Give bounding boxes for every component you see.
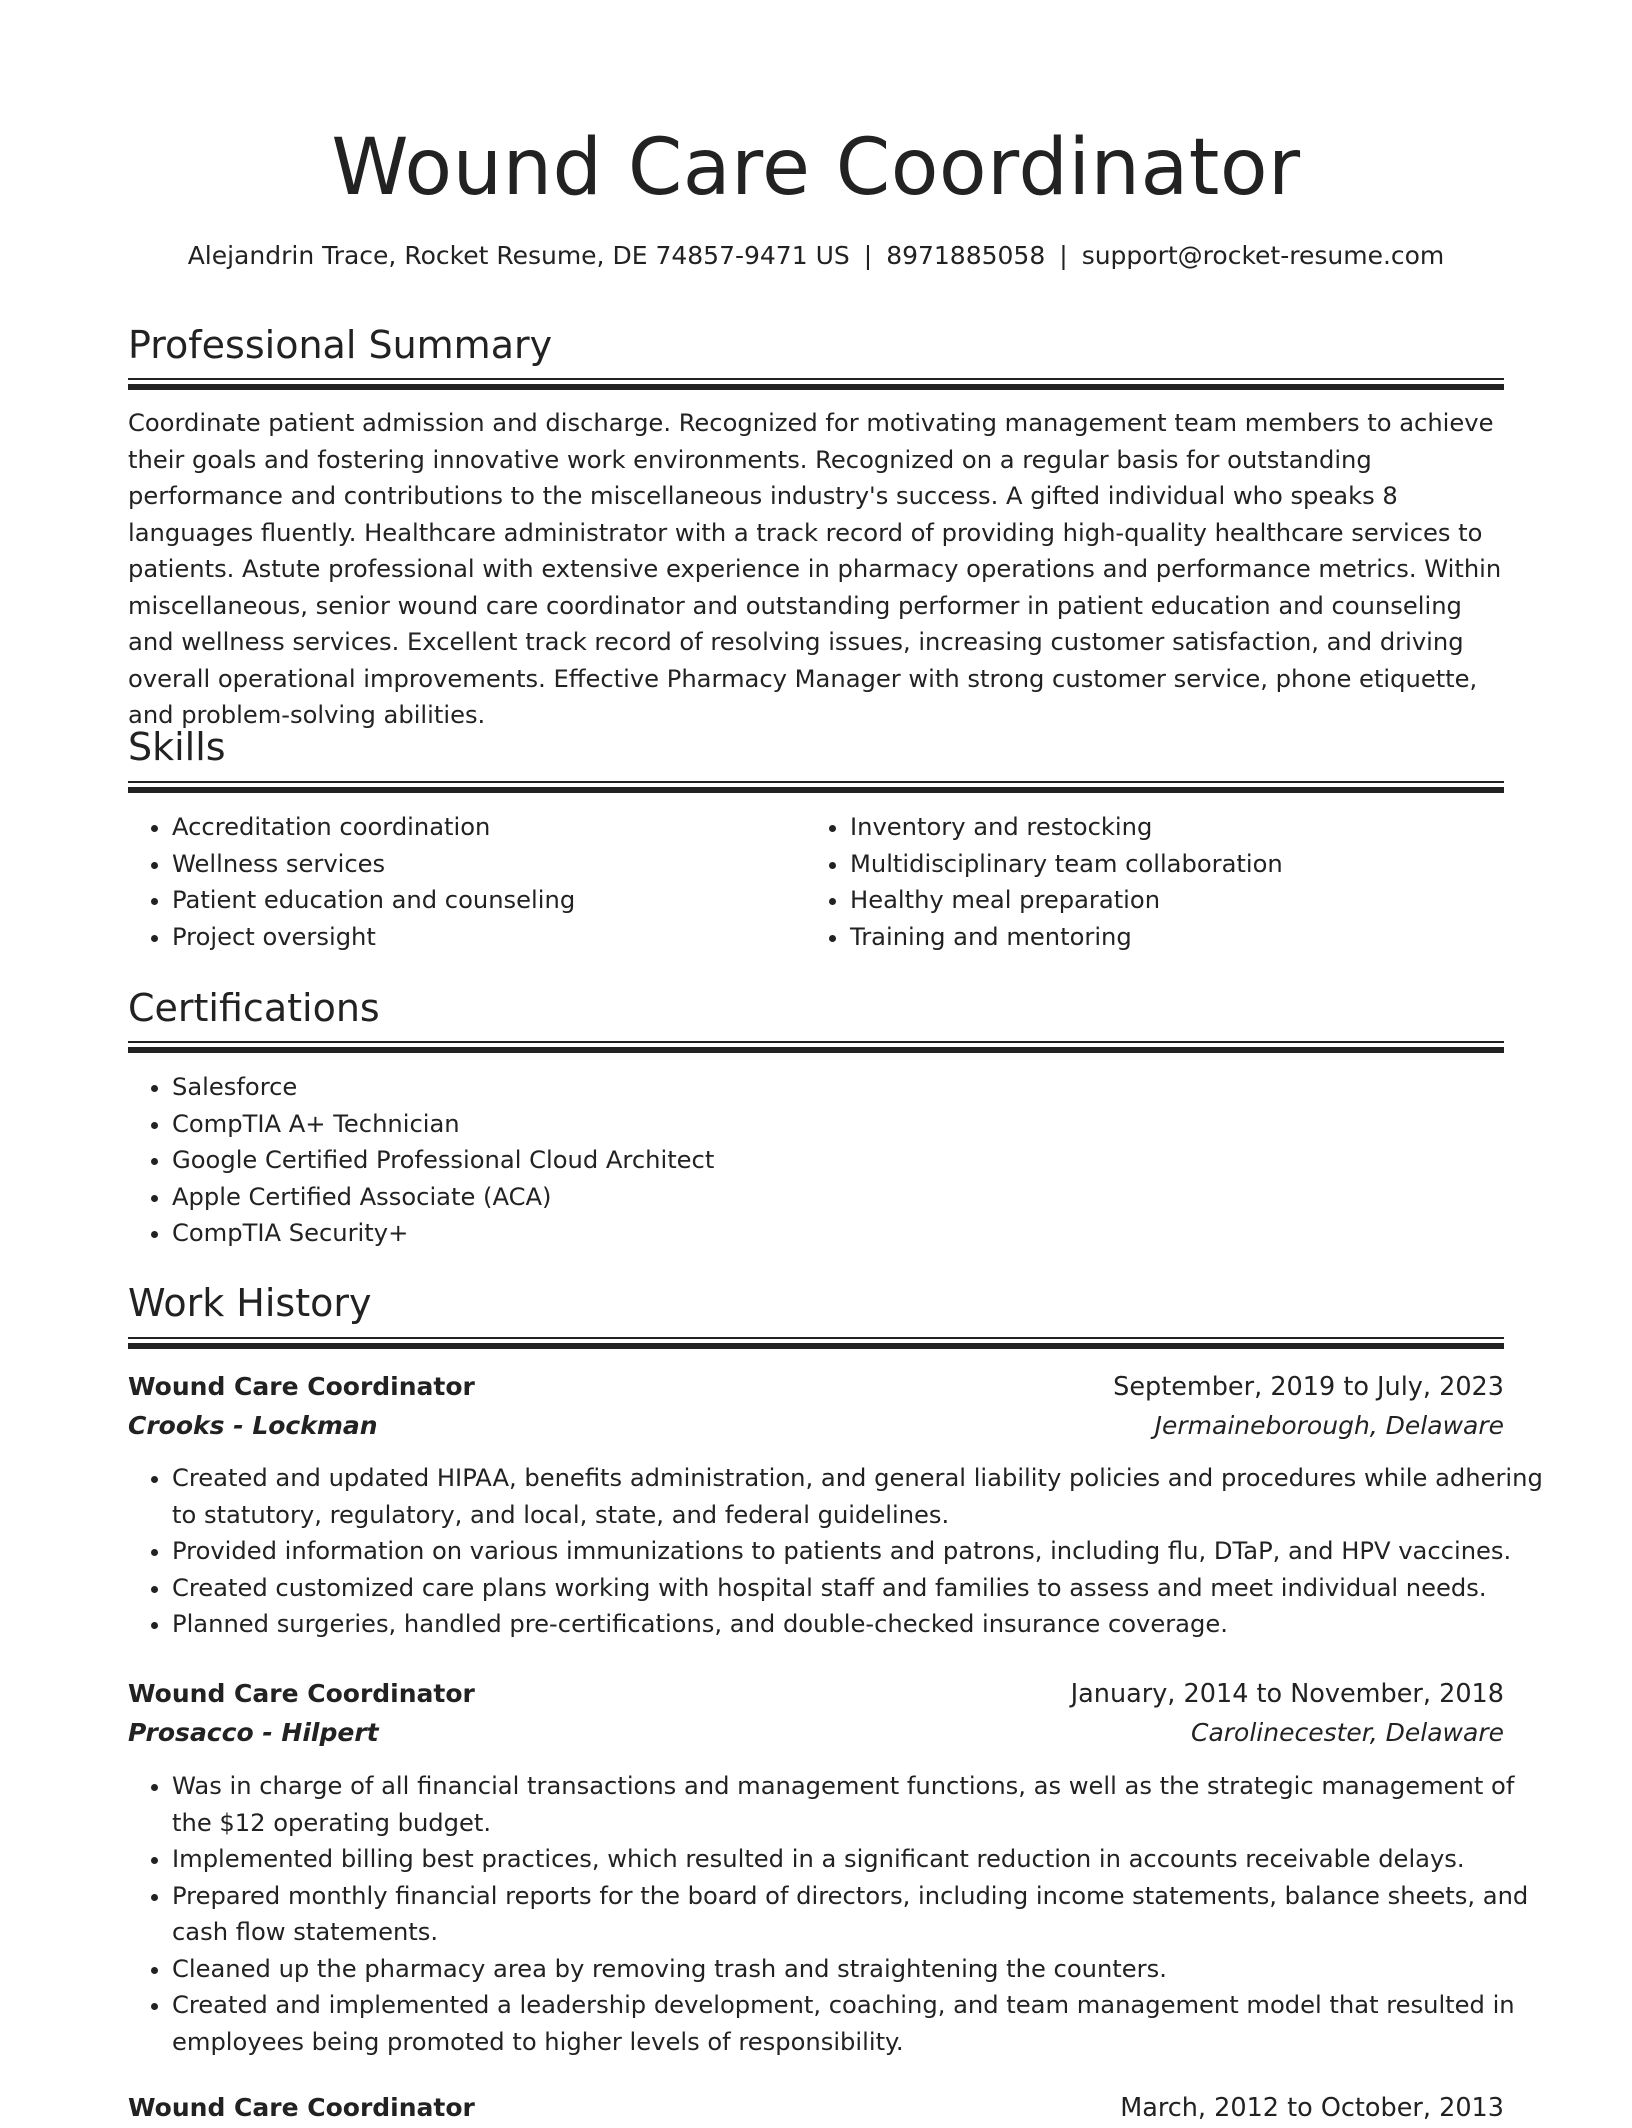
job-header: [128, 2088, 1504, 2128]
section-rule: [128, 1041, 1504, 1043]
section-rule: [128, 1047, 1504, 1053]
contact-separator: |: [863, 241, 873, 270]
job-header: [128, 1674, 1504, 1714]
certification-item: • Apple Certified Associate (ACA): [172, 1179, 1548, 1216]
job-company: Crooks - Lockman: [128, 1411, 378, 1440]
certification-item: • Google Certified Professional Cloud Architect: [172, 1142, 1548, 1179]
skill-item: • Inventory and restocking: [850, 809, 1548, 846]
job-bullet: • Created customized care plans working with hospital staff and families to assess and meet individual needs.: [172, 1570, 1548, 1607]
job-header: [128, 1367, 1504, 1407]
job-bullets: [128, 1460, 1548, 1643]
job-company: Prosacco - Hilpert: [128, 1718, 379, 1747]
contact-address: Alejandrin Trace, Rocket Resume, DE 74857-9471 US: [187, 241, 850, 270]
job-bullet: • Created and implemented a leadership development, coaching, and team management model that resulted in employees being promoted to higher levels of responsibility.: [172, 1987, 1548, 2060]
section-rule: [128, 787, 1504, 793]
job-bullet: • Prepared monthly financial reports for the board of directors, including income statements, balance sheets, and cash flow statements.: [172, 1878, 1548, 1951]
skill-item: • Healthy meal preparation: [850, 882, 1548, 919]
section-heading-skills: Skills: [128, 725, 226, 769]
section-rule: [128, 781, 1504, 783]
skill-item: • Project oversight: [172, 919, 832, 956]
job-dates: March, 2012 to October, 2013: [1120, 2093, 1504, 2123]
skill-item: • Patient education and counseling: [172, 882, 832, 919]
job-subheader: [128, 1713, 1504, 1753]
job-bullets: [128, 1768, 1548, 2060]
contact-phone: 8971885058: [886, 241, 1046, 270]
contact-email: support@rocket-resume.com: [1081, 241, 1445, 270]
job-location: Carolinecester, Delaware: [1190, 1718, 1504, 1747]
section-rule: [128, 1343, 1504, 1349]
section-rule: [128, 378, 1504, 380]
skill-item: • Wellness services: [172, 846, 832, 883]
skills-list-left: [128, 809, 832, 955]
skill-item: • Multidisciplinary team collaboration: [850, 846, 1548, 883]
job-location: Jermaineborough, Delaware: [1154, 1411, 1504, 1440]
section-rule: [128, 384, 1504, 390]
section-rule: [128, 1337, 1504, 1339]
section-heading-work-history: Work History: [128, 1281, 372, 1325]
job-bullet: • Was in charge of all financial transactions and management functions, as well as the strategic management of the $12 operating budget.: [172, 1768, 1548, 1841]
certifications-list: [128, 1069, 1548, 1252]
skills-list-right: [806, 809, 1548, 955]
certification-item: • Salesforce: [172, 1069, 1548, 1106]
certification-item: • CompTIA Security+: [172, 1215, 1548, 1252]
contact-line: [128, 238, 1504, 274]
section-heading-summary: Professional Summary: [128, 323, 553, 367]
job-title: Wound Care Coordinator: [128, 1372, 475, 1401]
job-title: Wound Care Coordinator: [128, 2093, 475, 2122]
job-bullet: • Provided information on various immunizations to patients and patrons, including flu, DTaP, and HPV vaccines.: [172, 1533, 1548, 1570]
skill-item: • Accreditation coordination: [172, 809, 832, 846]
job-bullet: • Created and updated HIPAA, benefits administration, and general liability policies and procedures while adhering to statutory, regulatory, and local, state, and federal guidelines.: [172, 1460, 1548, 1533]
job-bullet: • Planned surgeries, handled pre-certifications, and double-checked insurance coverage.: [172, 1606, 1548, 1643]
job-bullet: • Implemented billing best practices, which resulted in a significant reduction in accounts receivable delays.: [172, 1841, 1548, 1878]
skill-item: • Training and mentoring: [850, 919, 1548, 956]
summary-text: Coordinate patient admission and discharge. Recognized for motivating management team members to achieve their goals and fostering innovative work environments. Recognized on a regular basis for outstanding performance and contributions to the miscellaneous industry's success. A gifted individual who speaks 8 languages fluently. Healthcare administrator with a track record of providing high-quality healthcare services to patients. Astute professional with extensive experience in pharmacy operations and performance metrics. Within miscellaneous, senior wound care coordinator and outstanding performer in patient education and counseling and wellness services. Excellent track record of resolving issues, increasing customer satisfaction, and driving overall operational improvements. Effective Pharmacy Manager with strong customer service, phone etiquette, and problem-solving abilities.: [128, 409, 1502, 729]
certification-item: • CompTIA A+ Technician: [172, 1106, 1548, 1143]
job-subheader: [128, 1406, 1504, 1446]
resume-title: Wound Care Coordinator: [331, 123, 1301, 213]
contact-separator: |: [1059, 241, 1068, 270]
section-heading-certifications: Certifications: [128, 986, 380, 1030]
job-bullet: • Cleaned up the pharmacy area by removing trash and straightening the counters.: [172, 1951, 1548, 1988]
job-title: Wound Care Coordinator: [128, 1679, 475, 1708]
job-dates: January, 2014 to November, 2018: [1070, 1679, 1504, 1709]
job-dates: September, 2019 to July, 2023: [1113, 1372, 1504, 1402]
